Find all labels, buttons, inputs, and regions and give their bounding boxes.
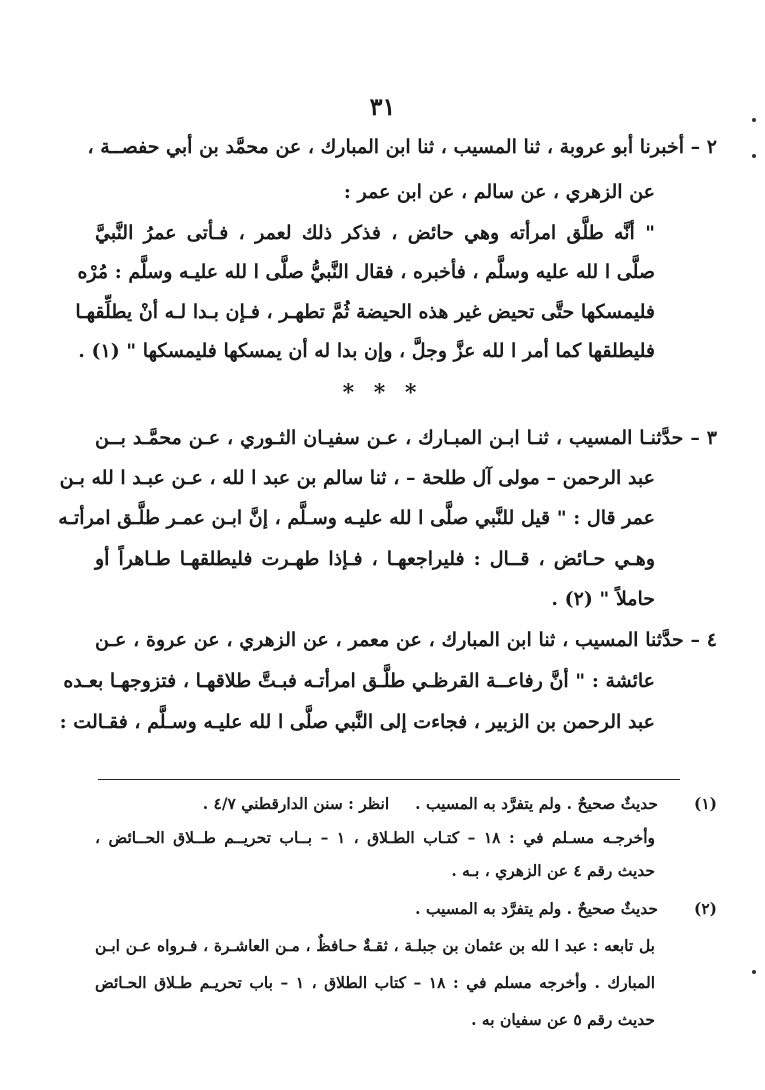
footnote-1-line-2: وأخرجـه مسـلم في : ١٨ – كتـاب الطـلاق ، ١ – بــاب تحريــم طــلاق الحــائض ، <box>95 828 655 847</box>
page-number: ٣١ <box>369 92 396 121</box>
hadith-4-line-1: ٤ – حدَّثنا المسيب ، ثنا ابن المبارك ، عن معمر ، عن الزهري ، عن عروة ، عـن <box>95 629 717 651</box>
hadith-4-line-2: عائشة : " أنَّ رفاعــة القرظـي طلَّـق امرأتـه فبـتَّ طلاقهـا ، فتزوجهـا بعـده <box>63 670 655 692</box>
hadith-2-line-1: ٢ – أخبرنا أبو عروبة ، ثنا المسيب ، ثنا ابن المبارك ، عن محمَّد بن أبي حفصــة ، <box>87 136 717 158</box>
footnote-2-line-3: المبارك . وأخرجه مسلم في : ١٨ – كتاب الطلاق ، ١ – باب تحريـم طـلاق الحـائض <box>95 973 656 992</box>
scan-speck <box>752 118 756 122</box>
hadith-2-line-5: فليمسكها حتَّى تحيض غير هذه الحيضة ثُمَّ تطهـر ، فـإن بـدا لـه أنْ يطلِّقهـا <box>75 301 655 323</box>
footnote-2-line-1 <box>95 900 717 919</box>
footnote-divider <box>98 779 680 780</box>
hadith-4-line-3: عبد الرحمن بن الزبير ، فجاءت إلى النَّبي صلَّى ا لله عليـه وسـلَّم ، فقـالت : <box>59 711 655 733</box>
hadith-3-line-1: ٣ – حدَّثنـا المسيب ، ثنـا ابـن المبـارك ، عـن سفيـان الثـوري ، عـن محمَّـد بــن <box>95 427 717 449</box>
footnote-1-line-1 <box>95 795 717 814</box>
section-separator: * * * <box>342 380 423 406</box>
hadith-3-line-5: حاملاً " (٢) . <box>551 588 655 610</box>
hadith-3-line-3: عمر قال : " قيل للنَّبي صلَّى ا لله عليـه وسـلَّم ، إنَّ ابـن عمـر طلَّـق امرأتـه <box>58 507 655 529</box>
hadith-3-line-4: وهـي حـائض ، قــال : فليراجعهـا ، فـإذا طهـرت فليطلقهـا طـاهراً أو <box>95 548 655 570</box>
hadith-2-line-4: صلَّى ا لله عليه وسلَّم ، فأخبره ، فقال النَّبيُّ صلَّى ا لله عليـه وسلَّم : مُرْه <box>77 261 655 283</box>
footnote-1-number: (١) <box>693 794 717 813</box>
footnote-2-line-2: بل تابعه : عبد ا لله بن عثمان بن جبلـة ، ثقـةٌ حـافظٌ ، مـن العاشـرة ، فـرواه عـن ابـن <box>95 936 655 955</box>
footnote-1-reference: انظر : سنن الدارقطني ٤/٧ . <box>202 794 390 813</box>
footnote-2-line-4: حديث رقم ٥ عن سفيان به . <box>471 1010 655 1029</box>
footnote-1-grade: حديثٌ صحيحٌ . ولم يتفرَّد به المسيب . <box>415 794 658 813</box>
hadith-2-line-2: عن الزهري ، عن سالم ، عن ابن عمر : <box>343 181 655 203</box>
hadith-2-line-6: فليطلقها كما أمر ا لله عزَّ وجلَّ ، وإن بدا له أن يمسكها فليمسكها " (١) . <box>78 340 655 362</box>
footnote-2-grade: حديثٌ صحيحٌ . ولم يتفرَّد به المسيب . <box>415 899 658 918</box>
footnote-1-line-3: حديث رقم ٤ عن الزهري ، بـه . <box>451 861 655 880</box>
footnote-2-number: (٢) <box>693 899 717 918</box>
scan-speck <box>752 154 756 158</box>
hadith-2-line-3: " أنَّه طلَّق امرأته وهي حائض ، فذكر ذلك لعمر ، فـأتى عمرُ النَّبيَّ <box>95 222 655 244</box>
scan-speck <box>752 970 756 974</box>
hadith-3-line-2: عبد الرحمن – مولى آل طلحة – ، ثنا سالم بن عبد ا لله ، عـن عبـد ا لله بـن <box>59 467 655 489</box>
